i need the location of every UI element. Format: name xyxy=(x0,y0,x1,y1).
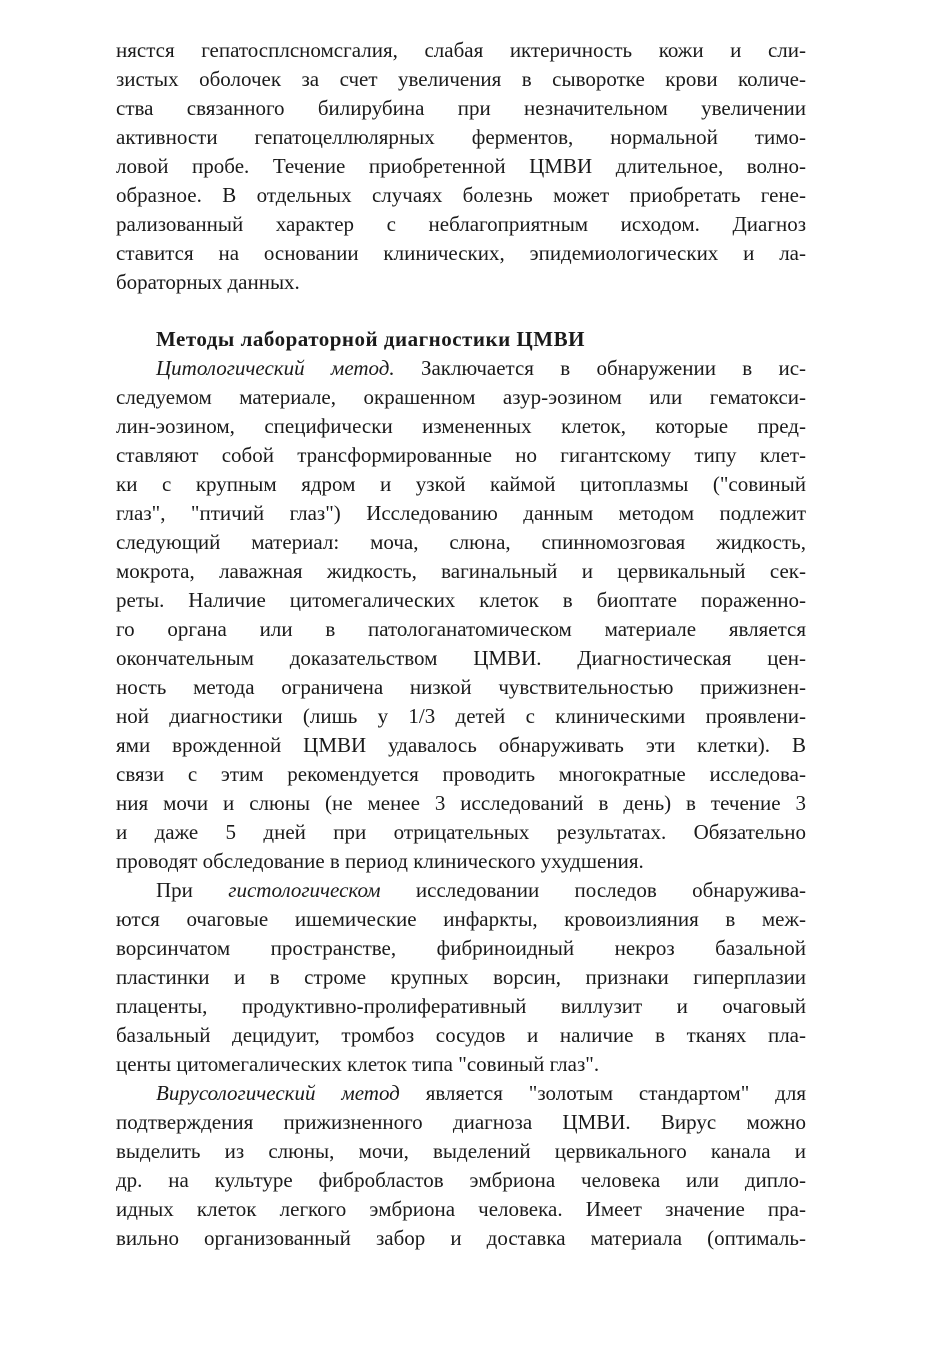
text-line: ются очаговые ишемические инфаркты, кровоизлияния в меж- xyxy=(116,907,806,931)
text-line: ния мочи и слюны (не менее 3 исследований в день) в течение 3 xyxy=(116,791,806,815)
text-line: выделить из слюны, мочи, выделений цервикального канала и xyxy=(116,1139,806,1163)
text-line: мокрота, лаважная жидкость, вагинальный и цервикальный сек- xyxy=(116,559,806,583)
text-line: ной диагностики (лишь у 1/3 детей с клиническими проявлени- xyxy=(116,704,806,728)
text-line xyxy=(116,1079,806,1108)
text-line: зистых оболочек за счет увеличения в сыворотке крови количе- xyxy=(116,67,806,91)
text-line: центы цитомегалических клеток типа "совиный глаз". xyxy=(116,1052,600,1076)
text-line: го органа или в патологанатомическом материале является xyxy=(116,617,806,641)
text-line: следующий материал: моча, слюна, спинномозговая жидкость, xyxy=(116,530,806,554)
method-name: гистологическом xyxy=(228,878,381,902)
text-line: следуемом материале, окрашенном азур-эозином или гематокси- xyxy=(116,385,806,409)
text-fragment: Заключается в обнаружении в ис- xyxy=(394,356,806,380)
text-line: лин-эозином, специфически измененных клеток, которые пред- xyxy=(116,414,806,438)
text-line: глаз", "птичий глаз") Исследованию данным методом подлежит xyxy=(116,501,806,525)
text-line: вильно организованный забор и доставка материала (оптималь- xyxy=(116,1226,806,1250)
text-line: ки с крупным ядром и узкой каймой цитоплазмы ("совиный xyxy=(116,472,806,496)
text-fragment: исследовании последов обнаружива- xyxy=(380,878,806,902)
text-line: плаценты, продуктивно-пролиферативный виллузит и очаговый xyxy=(116,994,806,1018)
text-line: подтверждения прижизненного диагноза ЦМВИ. Вирус можно xyxy=(116,1110,806,1134)
text-line: активности гепатоцеллюлярных ферментов, нормальной тимо- xyxy=(116,125,806,149)
text-line: бораторных данных. xyxy=(116,270,300,294)
text-line: ворсинчатом пространстве, фибриноидный некроз базальной xyxy=(116,936,806,960)
text-line xyxy=(116,876,806,905)
text-line: ставляют собой трансформированные но гигантскому типу клет- xyxy=(116,443,806,467)
paragraph-3 xyxy=(116,876,806,1079)
text-line: ства связанного билирубина при незначительном увеличении xyxy=(116,96,806,120)
text-line: ставится на основании клинических, эпидемиологических и ла- xyxy=(116,241,806,265)
text-line: связи с этим рекомендуется проводить многократные исследова- xyxy=(116,762,806,786)
paragraph-1 xyxy=(116,36,806,297)
method-name: Вирусологический метод xyxy=(156,1081,400,1105)
text-line: рализованный характер с неблагоприятным исходом. Диагноз xyxy=(116,212,806,236)
text-line: ловой пробе. Течение приобретенной ЦМВИ длительное, волно- xyxy=(116,154,806,178)
paragraph-2 xyxy=(116,354,806,876)
text-line: идных клеток легкого эмбриона человека. Имеет значение пра- xyxy=(116,1197,806,1221)
document-page xyxy=(116,36,806,1253)
text-line: пластинки и в строме крупных ворсин, признаки гиперплазии xyxy=(116,965,806,989)
text-fragment: является "золотым стандартом" для xyxy=(399,1081,806,1105)
text-line: ность метода ограничена низкой чувствительностью прижизнен- xyxy=(116,675,806,699)
text-line: нястся гепатосплсномсгалия, слабая иктеричность кожи и сли- xyxy=(116,38,806,62)
text-line: базальный децидуит, тромбоз сосудов и наличие в тканях пла- xyxy=(116,1023,806,1047)
method-name: Цитологический метод. xyxy=(156,356,395,380)
paragraph-4 xyxy=(116,1079,806,1253)
text-line: др. на культуре фибробластов эмбриона человека или дипло- xyxy=(116,1168,806,1192)
text-line: и даже 5 дней при отрицательных результатах. Обязательно xyxy=(116,820,806,844)
section-heading: Методы лабораторной диагностики ЦМВИ xyxy=(156,327,585,351)
text-line: реты. Наличие цитомегалических клеток в биоптате пораженно- xyxy=(116,588,806,612)
text-line: образное. В отдельных случаях болезнь может приобретать гене- xyxy=(116,183,806,207)
text-line: проводят обследование в период клинического ухудшения. xyxy=(116,849,644,873)
text-line xyxy=(116,354,806,383)
text-line: ями врожденной ЦМВИ удавалось обнаруживать эти клетки). В xyxy=(116,733,806,757)
text-line: окончательным доказательством ЦМВИ. Диагностическая цен- xyxy=(116,646,806,670)
text-fragment: При xyxy=(156,878,229,902)
